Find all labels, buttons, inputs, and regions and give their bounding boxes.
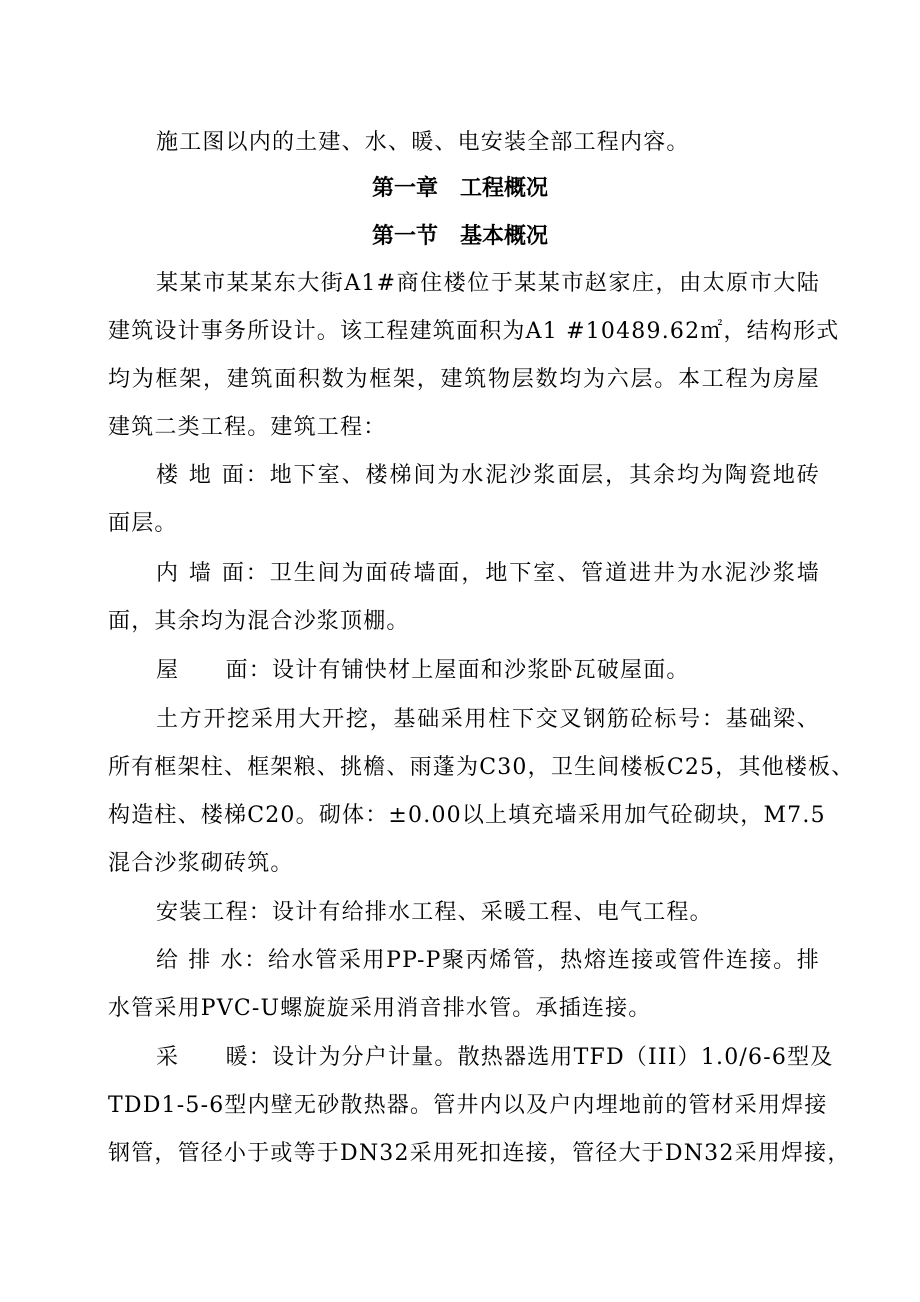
paragraph-line: 采 暖：设计为分户计量。散热器选用TFD（III）1.0/6-6型及 <box>156 1045 834 1070</box>
paragraph-line: 土方开挖采用大开挖，基础采用柱下交叉钢筋砼标号：基础梁、 <box>156 707 820 732</box>
paragraph-line: 建筑设计事务所设计。该工程建筑面积为A1 #10489.62㎡，结构形式 <box>108 319 840 344</box>
paragraph-line: 均为框架，建筑面积数为框架，建筑物层数均为六层。本工程为房屋 <box>108 367 820 392</box>
intro-line: 施工图以内的土建、水、暖、电安装全部工程内容。 <box>156 130 690 155</box>
paragraph-line: 安装工程：设计有给排水工程、采暖工程、电气工程。 <box>156 900 713 925</box>
paragraph-line: 构造柱、楼梯C20。砌体：±0.00以上填充墙采用加气砼砌块，M7.5 <box>108 803 826 828</box>
chapter-title: 第一章 工程概况 <box>371 176 548 201</box>
paragraph-line: 所有框架柱、框架粮、挑檐、雨蓬为C30，卫生间楼板C25，其他楼板、 <box>108 755 855 780</box>
paragraph-line: 面，其余均为混合沙浆顶棚。 <box>108 609 410 634</box>
paragraph-line: TDD1-5-6型内壁无砂散热器。管井内以及户内埋地前的管材采用焊接 <box>108 1093 828 1118</box>
paragraph-line: 混合沙浆砌砖筑。 <box>108 851 294 876</box>
section-title: 第一节 基本概况 <box>371 224 548 249</box>
paragraph-line: 建筑二类工程。建筑工程： <box>108 415 387 440</box>
paragraph-line: 面层。 <box>108 511 178 536</box>
paragraph-line: 楼 地 面：地下室、楼梯间为水泥沙浆面层，其余均为陶瓷地砖 <box>156 463 820 488</box>
paragraph-line: 某某市某某东大街A1#商住楼位于某某市赵家庄，由太原市大陆 <box>156 271 820 296</box>
paragraph-line: 给 排 水：给水管采用PP-P聚丙烯管，热熔连接或管件连接。排 <box>156 948 820 973</box>
paragraph-line: 水管采用PVC-U螺旋旋采用消音排水管。承插连接。 <box>108 996 652 1021</box>
paragraph-line: 内 墙 面：卫生间为面砖墙面，地下室、管道进井为水泥沙浆墙 <box>156 561 820 586</box>
paragraph-line: 屋 面：设计有铺快材上屋面和沙浆卧瓦破屋面。 <box>156 658 690 683</box>
paragraph-line: 钢管，管径小于或等于DN32采用死扣连接，管径大于DN32采用焊接， <box>108 1141 851 1166</box>
